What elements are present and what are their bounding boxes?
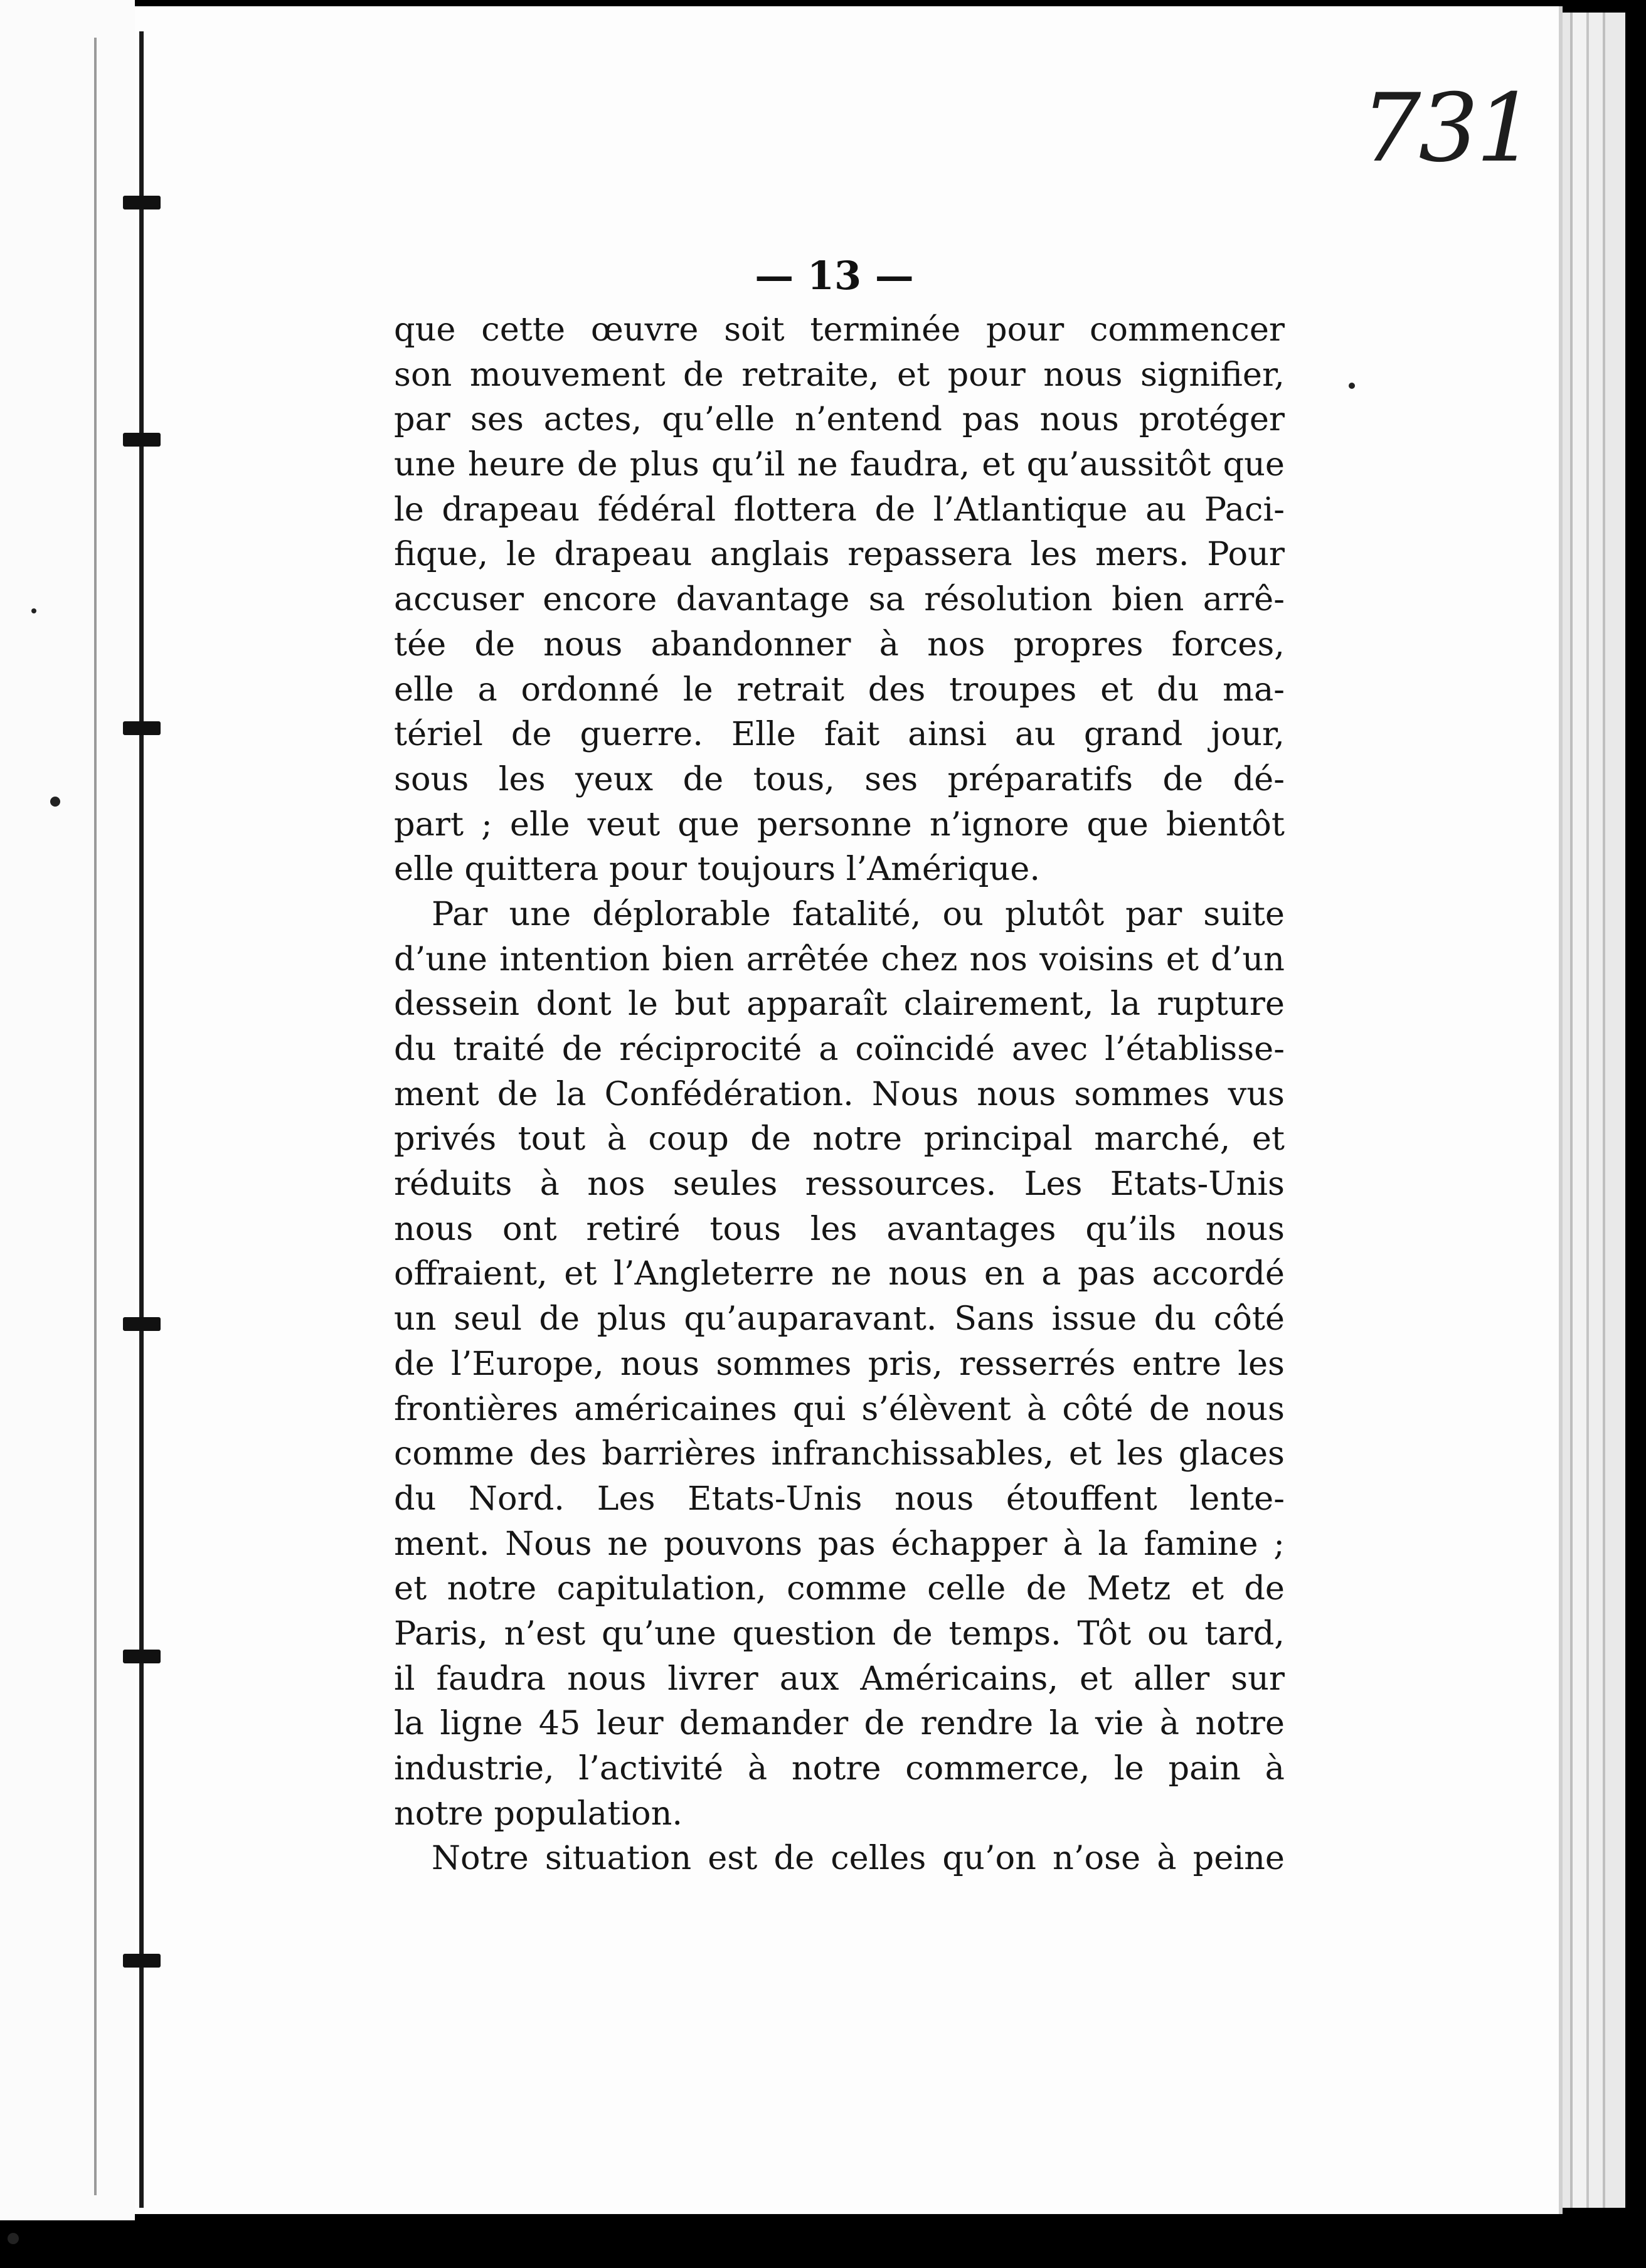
text-line: notre population. [394, 1794, 683, 1833]
text-line: privés tout à coup de notre principal marché, et [394, 1120, 1285, 1158]
page-fore-edge [1563, 13, 1625, 2208]
text-line: accuser encore davantage sa résolution bien arrê- [394, 580, 1285, 619]
text-line: il faudra nous livrer aux Américains, et aller sur [394, 1659, 1285, 1698]
text-line: Notre situation est de celles qu’on n’ose à peine [432, 1839, 1285, 1878]
scan-speck [31, 608, 36, 613]
text-line: du traité de réciprocité a coïncidé avec l’établisse- [394, 1030, 1285, 1068]
text-line: de l’Europe, nous sommes pris, resserrés entre les [394, 1344, 1285, 1383]
binding-stitch [123, 1954, 161, 1968]
binding-stitch [123, 196, 161, 209]
text-line: la ligne 45 leur demander de rendre la vie à notre [394, 1704, 1285, 1743]
text-line: ment. Nous ne pouvons pas échapper à la famine ; [394, 1524, 1285, 1563]
text-line: elle quittera pour toujours l’Amérique. [394, 850, 1041, 889]
text-line: réduits à nos seules ressources. Les Etats-Unis [394, 1165, 1285, 1204]
body-text [394, 307, 1285, 1881]
text-line: frontières américaines qui s’élèvent à côté de nous [394, 1389, 1285, 1428]
text-line: elle a ordonné le retrait des troupes et du ma- [394, 670, 1285, 709]
text-line: que cette œuvre soit terminée pour commencer [394, 310, 1285, 349]
text-line: ment de la Confédération. Nous nous sommes vus [394, 1074, 1285, 1113]
running-head-page-number: — 13 — [755, 253, 914, 299]
binding-stitch [123, 1650, 161, 1663]
text-line: fique, le drapeau anglais repassera les mers. Pour [394, 535, 1285, 574]
text-line: offraient, et l’Angleterre ne nous en a pas accordé [394, 1254, 1285, 1293]
scan-speck [50, 797, 60, 807]
handwritten-page-number: 731 [1361, 74, 1534, 183]
text-line: un seul de plus qu’auparavant. Sans issue du côté [394, 1300, 1285, 1338]
text-line: nous ont retiré tous les avantages qu’ils nous [394, 1209, 1285, 1248]
text-line: et notre capitulation, comme celle de Metz et de [394, 1569, 1285, 1608]
paragraph [394, 1836, 1285, 1881]
text-line: son mouvement de retraite, et pour nous signifier, [394, 355, 1285, 394]
paragraph [394, 307, 1285, 892]
text-line: part ; elle veut que personne n’ignore que bientôt [394, 805, 1285, 844]
text-line: le drapeau fédéral flottera de l’Atlantique au Paci- [394, 490, 1285, 529]
facing-page-edge [94, 38, 97, 2195]
text-line: par ses actes, qu’elle n’entend pas nous protéger [394, 400, 1285, 439]
paragraph [394, 892, 1285, 1836]
text-line: du Nord. Les Etats-Unis nous étouffent lente- [394, 1479, 1285, 1518]
binding-stitch [123, 721, 161, 735]
text-line: Par une déplorable fatalité, ou plutôt par suite [432, 894, 1285, 933]
scan-speck [8, 2233, 19, 2244]
text-line: industrie, l’activité à notre commerce, le pain à [394, 1749, 1285, 1788]
facing-page [0, 0, 135, 2220]
binding-gutter [139, 31, 144, 2208]
binding-stitch [123, 433, 161, 447]
binding-stitch [123, 1317, 161, 1331]
text-line: Paris, n’est qu’une question de temps. Tôt ou tard, [394, 1614, 1285, 1653]
text-line: une heure de plus qu’il ne faudra, et qu’aussitôt que [394, 445, 1285, 484]
scan-speck [1349, 383, 1355, 389]
text-line: tée de nous abandonner à nos propres forces, [394, 625, 1285, 664]
text-line: sous les yeux de tous, ses préparatifs de dé- [394, 760, 1285, 798]
text-line: d’une intention bien arrêtée chez nos voisins et d’un [394, 940, 1285, 978]
text-line: dessein dont le but apparaît clairement, la rupture [394, 985, 1285, 1024]
text-line: comme des barrières infranchissables, et les glaces [394, 1434, 1285, 1473]
text-line: tériel de guerre. Elle fait ainsi au grand jour, [394, 715, 1285, 754]
